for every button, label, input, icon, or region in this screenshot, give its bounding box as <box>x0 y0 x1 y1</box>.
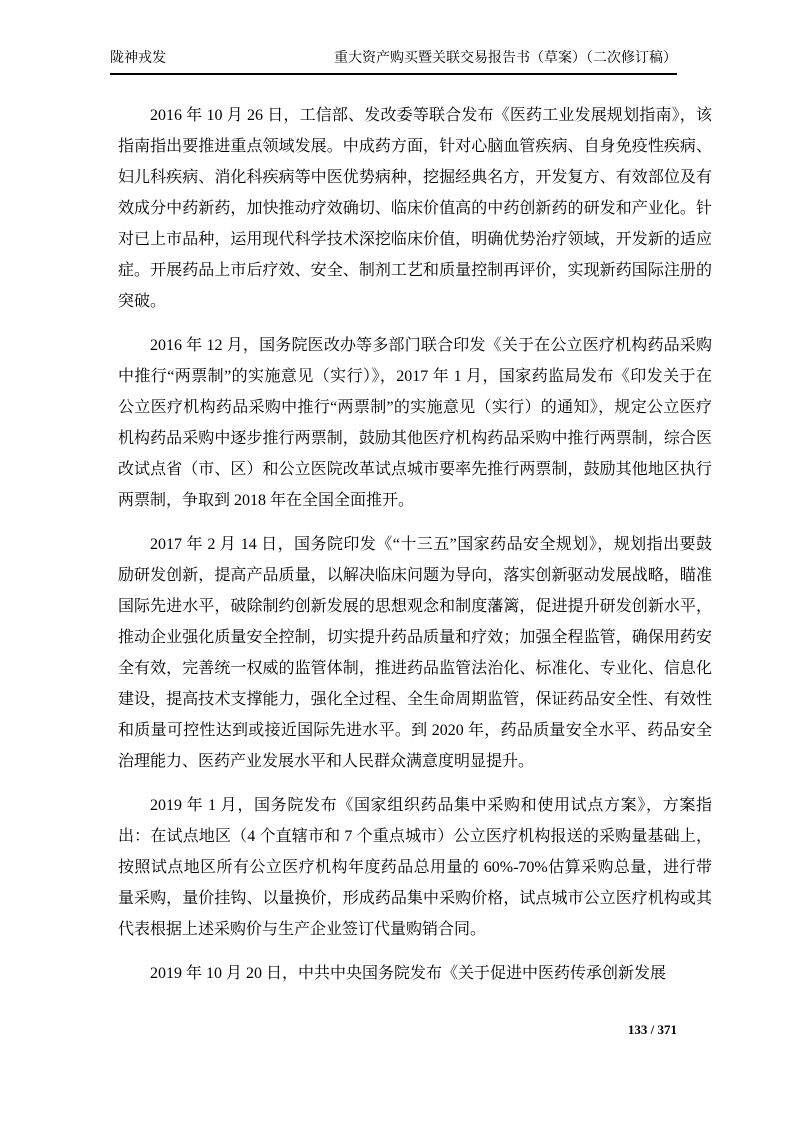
paragraph-2016-12-two-invoice: 2016 年 12 月，国务院医改办等多部门联合印发《关于在公立医疗机构药品采购中推行“两票制”的实施意见（实行）》，2017 年 1 月，国家药监局发布《印发关于在公立医疗机构药品采购中推行“两票制”的实施意见（实行）的通知》，规定公立医疗机构药品采购中逐步推行两票制，鼓励其他医疗机构药品采购中推行两票制，综合医改试点省（市、区）和公立医院改革试点城市要率先推行两票制，鼓励其他地区执行两票制，争取到 2018 年在全国全面推开。 <box>118 337 712 509</box>
paragraph-2019-01-procurement-pilot: 2019 年 1 月，国务院发布《国家组织药品集中采购和使用试点方案》，方案指出：在试点地区（4 个直辖市和 7 个重点城市）公立医疗机构报送的采购量基础上，按照试点地区所有公立医疗机构年度药品总用量的 60%-70%估算采购总量，进行带量采购，量价挂钩、以量换价，形成药品集中采购价格，试点城市公立医疗机构或其代表根据上述采购价与生产企业签订代量购销合同。 <box>118 797 712 938</box>
page-number: 133 / 371 <box>627 1022 677 1037</box>
paragraph-2017-02-drug-safety-plan: 2017 年 2 月 14 日，国务院印发《“十三五”国家药品安全规划》，规划指出要鼓励研发创新，提高产品质量，以解决临床问题为导向，落实创新驱动发展战略，瞄准国际先进水平，破除制约创新发展的思想观念和制度藩篱，促进提升研发创新水平，推动企业强化质量安全控制，切实提升药品质量和疗效；加强全程监管，确保用药安全有效，完善统一权威的监管体制，推进药品监管法治化、标准化、专业化、信息化建设，提高技术支撑能力，强化全过程、全生命周期监管，保证药品安全性、有效性和质量可控性达到或接近国际先进水平。到 2020 年，药品质量安全水平、药品安全治理能力、医药产业发展水平和人民群众满意度明显提升。 <box>118 536 712 770</box>
document-body <box>118 100 712 1002</box>
page-header <box>110 48 677 75</box>
header-company-name: 陇神戎发 <box>110 51 166 66</box>
paragraph-2016-10-guideline: 2016 年 10 月 26 日，工信部、发改委等联合发布《医药工业发展规划指南》，该指南指出要推进重点领域发展。中成药方面，针对心脑血管疾病、自身免疫性疾病、妇儿科疾病、消化科疾病等中医优势病种，挖掘经典名方，开发复方、有效部位及有效成分中药新药，加快推动疗效确切、临床价值高的中药创新药的研发和产业化。针对已上市品种，运用现代科学技术深挖临床价值，明确优势治疗领域，开发新的适应症。开展药品上市后疗效、安全、制剂工艺和质量控制再评价，实现新药国际注册的突破。 <box>118 107 712 310</box>
paragraph-2019-10-tcm-development: 2019 年 10 月 20 日，中共中央国务院发布《关于促进中医药传承创新发展 <box>150 965 667 982</box>
header-report-title: 重大资产购买暨关联交易报告书（草案）（二次修订稿） <box>334 51 677 66</box>
page-footer <box>110 1021 677 1039</box>
